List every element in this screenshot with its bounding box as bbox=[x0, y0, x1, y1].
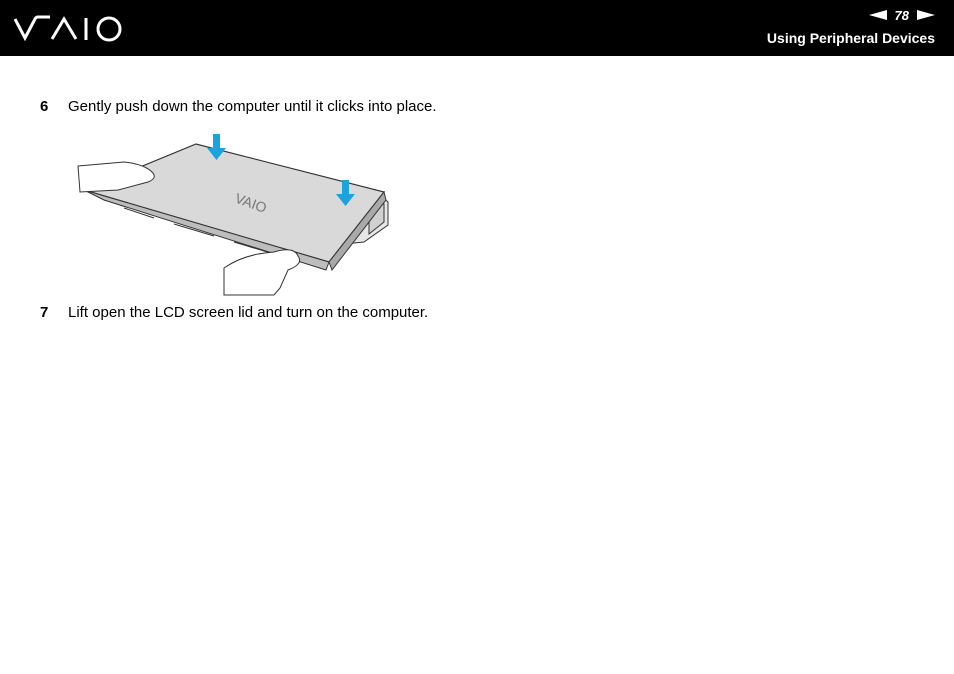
page-number: 78 bbox=[894, 7, 909, 23]
step-number: 7 bbox=[40, 304, 49, 321]
lid-logo: VAIO bbox=[232, 189, 269, 216]
step-text: Lift open the LCD screen lid and turn on the computer. bbox=[68, 304, 429, 321]
triangle-left-icon[interactable] bbox=[869, 10, 887, 20]
docking-illustration bbox=[74, 130, 394, 298]
page-navigation bbox=[869, 7, 935, 23]
step-7 bbox=[40, 304, 428, 321]
step-text: Gently push down the computer until it clicks into place. bbox=[68, 98, 437, 115]
step-number: 6 bbox=[40, 98, 49, 115]
section-title: Using Peripheral Devices bbox=[766, 30, 935, 46]
page-header bbox=[0, 0, 954, 56]
vaio-logo bbox=[14, 15, 122, 43]
step-6 bbox=[40, 98, 437, 115]
triangle-right-icon[interactable] bbox=[917, 10, 935, 20]
